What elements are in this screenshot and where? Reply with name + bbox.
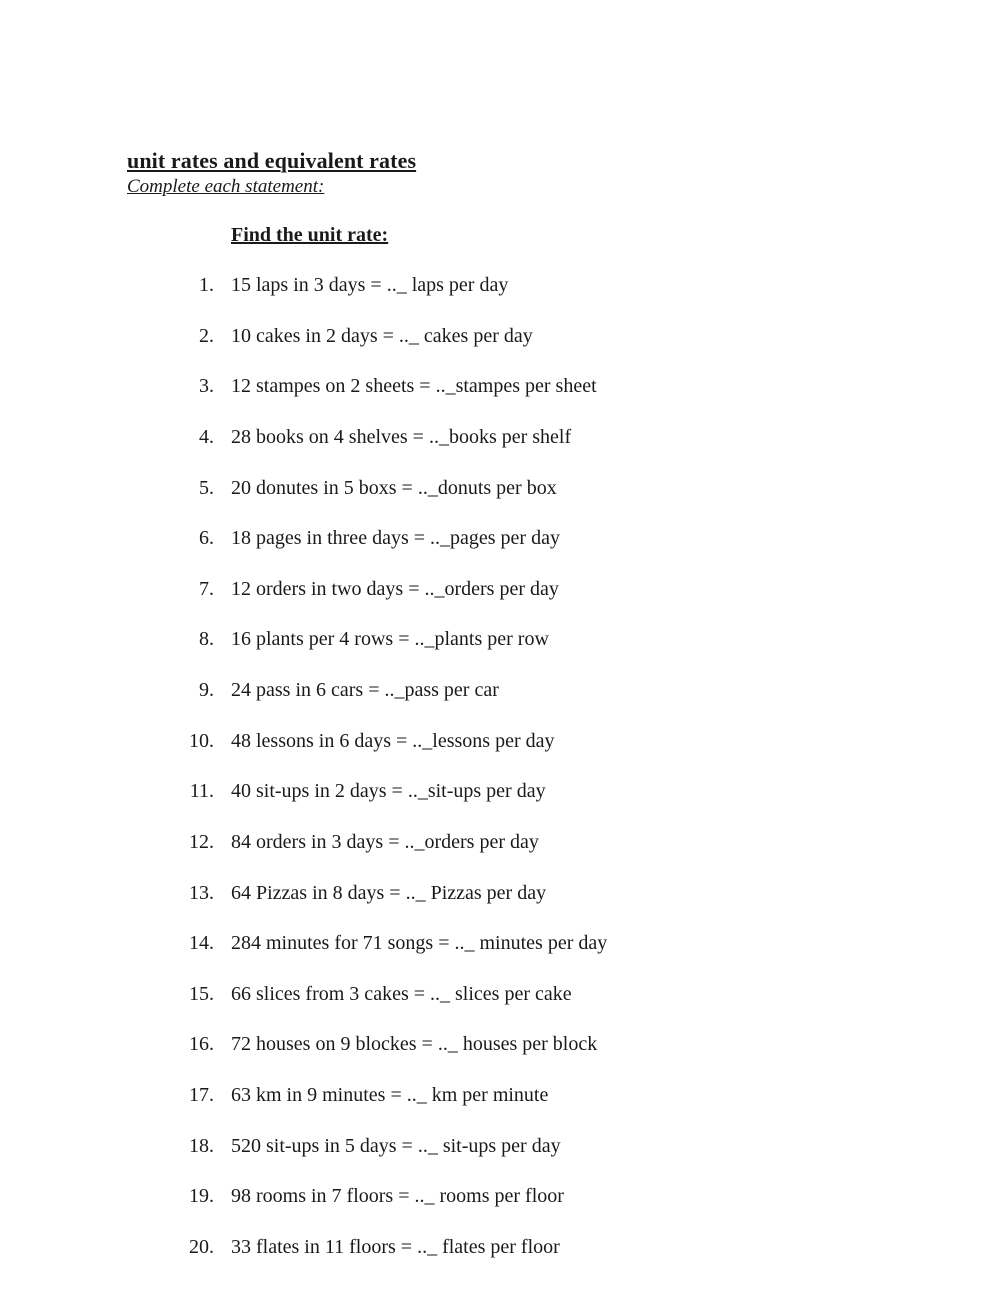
problem-number: 16. — [189, 1033, 214, 1056]
section-heading: Find the unit rate: — [231, 224, 389, 246]
problem-item — [0, 1233, 1000, 1284]
problem-number: 4. — [199, 425, 214, 448]
problem-item — [0, 271, 1000, 322]
problem-statement: 12 orders in two days = .._orders per day — [231, 577, 559, 600]
problem-number: 14. — [189, 932, 214, 955]
problem-statement: 12 stampes on 2 sheets = .._stampes per sheet — [231, 375, 597, 398]
problem-item — [0, 727, 1000, 778]
problem-number: 9. — [199, 679, 214, 701]
problem-item — [0, 828, 1000, 879]
problem-statement: 66 slices from 3 cakes = .._ slices per cake — [231, 982, 572, 1005]
problem-statement: 40 sit-ups in 2 days = .._sit-ups per day — [231, 780, 546, 803]
problem-item — [0, 322, 1000, 373]
problem-number: 19. — [189, 1185, 214, 1208]
problem-statement: 20 donutes in 5 boxs = .._donuts per box — [231, 476, 557, 499]
worksheet-title: unit rates and equivalent rates — [127, 148, 417, 173]
problem-statement: 48 lessons in 6 days = .._lessons per day — [231, 729, 555, 752]
problem-item — [0, 1182, 1000, 1233]
problem-number: 13. — [189, 881, 214, 904]
problem-statement: 33 flates in 11 floors = .._ flates per floor — [231, 1235, 560, 1258]
problem-statement: 284 minutes for 71 songs = .._ minutes per day — [231, 932, 608, 955]
problem-number: 17. — [189, 1084, 214, 1106]
problem-number: 1. — [199, 274, 214, 296]
problem-statement: 15 laps in 3 days = .._ laps per day — [231, 274, 509, 296]
problem-item — [0, 1081, 1000, 1132]
problem-statement: 72 houses on 9 blockes = .._ houses per block — [231, 1033, 598, 1056]
worksheet-instructions: Complete each statement: — [127, 176, 325, 197]
problem-number: 18. — [189, 1134, 214, 1157]
problem-item — [0, 625, 1000, 676]
problem-item — [0, 980, 1000, 1031]
problem-item — [0, 1132, 1000, 1183]
problem-statement: 520 sit-ups in 5 days = .._ sit-ups per day — [231, 1134, 561, 1157]
problem-statement: 64 Pizzas in 8 days = .._ Pizzas per day — [231, 881, 547, 904]
problem-item — [0, 474, 1000, 525]
problem-statement: 84 orders in 3 days = .._orders per day — [231, 830, 539, 853]
problem-number: 12. — [189, 830, 214, 853]
problem-item — [0, 1030, 1000, 1081]
problem-statement: 16 plants per 4 rows = .._plants per row — [231, 628, 549, 651]
problem-number: 2. — [199, 324, 214, 347]
problem-number: 7. — [199, 577, 214, 600]
problem-number: 10. — [189, 729, 214, 752]
problem-statement: 18 pages in three days = .._pages per day — [231, 527, 560, 550]
problem-item — [0, 575, 1000, 626]
problem-statement: 24 pass in 6 cars = .._pass per car — [231, 679, 499, 701]
problem-number: 5. — [199, 476, 214, 499]
problem-number: 6. — [199, 527, 214, 550]
problem-item — [0, 524, 1000, 575]
problem-item — [0, 777, 1000, 828]
problem-number: 20. — [189, 1235, 214, 1258]
problem-item — [0, 372, 1000, 423]
problem-statement: 63 km in 9 minutes = .._ km per minute — [231, 1084, 549, 1106]
problem-number: 15. — [189, 982, 214, 1005]
problem-number: 8. — [199, 628, 214, 651]
problem-number: 3. — [199, 375, 214, 398]
problem-item — [0, 929, 1000, 980]
problem-list — [0, 271, 1000, 1284]
problem-statement: 10 cakes in 2 days = .._ cakes per day — [231, 324, 533, 347]
problem-item — [0, 676, 1000, 727]
problem-item — [0, 879, 1000, 930]
problem-statement: 98 rooms in 7 floors = .._ rooms per floor — [231, 1185, 564, 1208]
problem-statement: 28 books on 4 shelves = .._books per shelf — [231, 425, 572, 448]
problem-number: 11. — [189, 780, 214, 803]
problem-item — [0, 423, 1000, 474]
